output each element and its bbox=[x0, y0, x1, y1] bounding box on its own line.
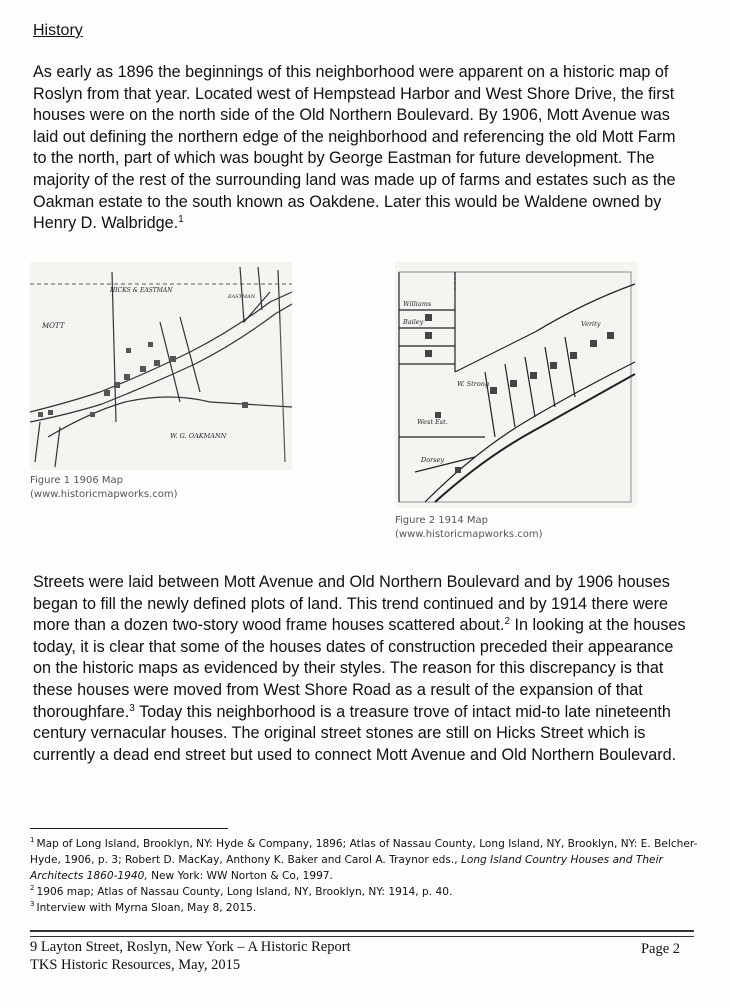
figure-1-caption bbox=[30, 474, 178, 502]
footnote-3 bbox=[30, 900, 700, 916]
figure-2-caption bbox=[395, 514, 543, 542]
figure-1-caption-source: (www.historicmapworks.com) bbox=[30, 489, 178, 500]
history-paragraph-2 bbox=[33, 572, 693, 766]
map-1906-drawing bbox=[30, 262, 292, 470]
footnote-1-number: 1 bbox=[30, 836, 35, 844]
map2-label-west: West Est. bbox=[417, 418, 448, 426]
footnote-2-number: 2 bbox=[30, 884, 35, 892]
paragraph-1-text: As early as 1896 the beginnings of this neighborhood were apparent on a historic map of Roslyn from that year. Located west of Hempstead Harbor and West Shore Drive, the first houses were on the north side of the Old Northern Boulevard. By 1906, Mott Avenue was laid out defining the northern edge of the neighborhood and referencing the old Mott Farm to the north, part of which was bought by George Eastman for future development. The majority of the rest of the surrounding land was made up of farms and estates such as the Oakman estate to the south known as Oakdene. Later this would be Waldene owned by Henry D. Walbridge. bbox=[33, 63, 676, 233]
footnote-ref-2: 2 bbox=[504, 616, 511, 628]
map-1914-drawing bbox=[395, 262, 637, 508]
map2-label-williams: Williams bbox=[403, 300, 432, 308]
footnote-ref-3: 3 bbox=[129, 702, 135, 714]
map-1914-image bbox=[395, 262, 637, 508]
footnote-1-text: Map of Long Island, Brooklyn, NY: Hyde & Company, 1896; Atlas of Nassau County, Long Island, NY, Brooklyn, NY: E. Belcher-Hyde, 1906, p. 3; Robert D. MacKay, Anthony K. Baker and Carol A. Traynor eds., bbox=[30, 838, 698, 866]
map2-label-bailey: Bailey bbox=[403, 318, 424, 326]
footer-author: TKS Historic Resources, May, 2015 bbox=[30, 957, 241, 973]
footnote-3-text: Interview with Myrna Sloan, May 8, 2015. bbox=[36, 902, 257, 914]
footnote-3-number: 3 bbox=[30, 900, 35, 908]
footer-divider bbox=[30, 930, 694, 937]
figure-2-caption-source: (www.historicmapworks.com) bbox=[395, 529, 543, 540]
map1-label-mott: MOTT bbox=[42, 322, 65, 330]
history-paragraph-1 bbox=[33, 62, 693, 235]
footnotes bbox=[30, 836, 700, 916]
figure-2-caption-title: Figure 2 1914 Map bbox=[395, 515, 488, 526]
map2-label-dorsey: Dorsey bbox=[421, 456, 445, 464]
map1-label-oakmann: W. G. OAKMANN bbox=[170, 432, 227, 440]
footnote-1-tail: New York: WW Norton & Co, 1997. bbox=[147, 870, 333, 882]
section-heading: History bbox=[33, 22, 83, 39]
footer-report-title: 9 Layton Street, Roslyn, New York – A Historic Report bbox=[30, 939, 351, 955]
footnote-1 bbox=[30, 836, 700, 884]
paragraph-2-part-3: Today this neighborhood is a treasure trove of intact mid-to late nineteenth century vernacular houses. The original street stones are still on Hicks Street which is currently a dead end street but used to connect Mott Avenue and Old Northern Boulevard. bbox=[33, 702, 677, 764]
map2-label-verity: Verity bbox=[581, 320, 601, 328]
page-footer bbox=[30, 938, 694, 974]
map-1906-image bbox=[30, 262, 292, 470]
footnote-2 bbox=[30, 884, 700, 900]
map1-label-eastman: EASTMAN bbox=[228, 294, 256, 300]
footnote-ref-1: 1 bbox=[178, 214, 184, 226]
figure-1-caption-title: Figure 1 1906 Map bbox=[30, 475, 123, 486]
footnote-divider bbox=[30, 828, 228, 829]
footnote-1-book-title: Long Island Country Houses and Their Architects 1860-1940, bbox=[30, 854, 663, 882]
page-number: Page 2 bbox=[640, 941, 680, 957]
paragraph-2-part-2: In looking at the houses today, it is clear that some of the houses dates of construction preceded their appearance on the historic maps as evidenced by their styles. The reason for this discrepancy is that these houses were moved from West Shore Road as a result of the expansion of that thoroughfare. bbox=[33, 616, 686, 721]
map2-label-strong: W. Strong bbox=[457, 380, 490, 388]
paragraph-2-part-1: Streets were laid between Mott Avenue and Old Northern Boulevard and by 1906 houses began to fill the newly defined plots of land. This trend continued and by 1914 there were more than a dozen two-story wood frame houses scattered about. bbox=[33, 573, 670, 635]
map1-label-hicks-eastman: HICKS & EASTMAN bbox=[110, 287, 173, 294]
footnote-2-text: 1906 map; Atlas of Nassau County, Long Island, NY, Brooklyn, NY: 1914, p. 40. bbox=[36, 886, 453, 898]
